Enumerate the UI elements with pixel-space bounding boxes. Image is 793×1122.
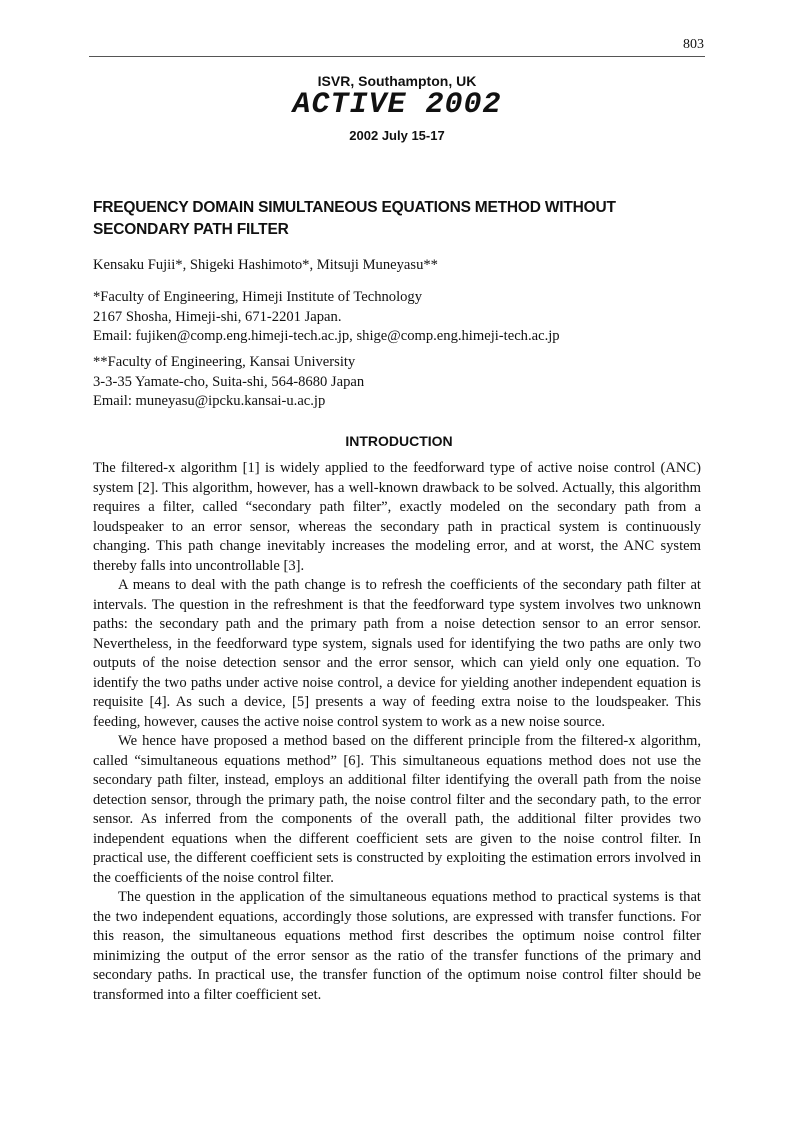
affiliation-email: Email: fujiken@comp.eng.himeji-tech.ac.jp, shige@comp.eng.himeji-tech.ac.jp [93,328,560,344]
affiliation-2 [93,353,705,412]
body-paragraph: A means to deal with the path change is to refresh the coefficients of the secondary path filter at intervals. The question in the refreshment is that the feedforward type system involves two unknown paths: the secondary path and the primary path from a noise detection sensor to an error sensor. Nevertheless, in the feedforward type system, signals used for identifying the two paths are only two outputs of the noise detection sensor and the error sensor, which can yield only one equation. To identify the two paths under active noise control, a device for yielding another independent equation is requisite [4]. As such a device, [5] presents a way of feeding extra noise to the loudspeaker. This feeding, however, causes the active noise control system to work as a new noise source. [93,577,701,730]
body-paragraph: We hence have proposed a method based on the different principle from the filtered-x algorithm, called “simultaneous equations method” [6]. This simultaneous equations method does not use the secondary path filter, instead, employs an additional filter identifying the overall path from the noise detection sensor, through the primary path, the noise control filter and the secondary path, to the error sensor. As inferred from the components of the overall path, the additional filter provides two independent equations when the different coefficient sets are given to the noise control filter. In practical use, the different coefficient sets is constructed by exploiting the estimation errors involved in the coefficients of the noise control filter. [93,733,701,886]
conference-location: ISVR, Southampton, UK [317,73,477,89]
section-heading-introduction: INTRODUCTION [345,433,453,449]
header-rule [89,56,705,57]
paper-title: FREQUENCY DOMAIN SIMULTANEOUS EQUATIONS METHOD WITHOUT SECONDARY PATH FILTER [93,199,616,238]
conference-name: ACTIVE 2002 [292,88,502,122]
body-paragraph: The question in the application of the simultaneous equations method to practical systems is that the two independent equations, accordingly those solutions, are expressed with transfer functions. For this reason, the simultaneous equations method first describes the optimum noise control filter minimizing the output of the error sensor as the ratio of the transfer functions of the primary and secondary paths. In practical use, the transfer function of the optimum noise control filter should be transformed into a filter coefficient set. [93,889,701,1003]
affiliation-1 [93,288,705,347]
body-paragraph: The filtered-x algorithm [1] is widely applied to the feedforward type of active noise control (ANC) system [2]. This algorithm, however, has a well-known drawback to be solved. Actually, this algorithm requires a filter, called “secondary path filter”, exactly modeled on the secondary path from a loudspeaker to an error sensor, whereas the secondary path in practical system is continuously changing. This path change inevitably increases the modeling error, and at worst, the ANC system thereby falls into uncontrollable [3]. [93,460,701,574]
conference-date: 2002 July 15-17 [349,128,445,143]
introduction-body [93,459,701,1005]
affiliation-email: Email: muneyasu@ipcku.kansai-u.ac.jp [93,393,326,409]
affiliation-address: 3-3-35 Yamate-cho, Suita-shi, 564-8680 Japan [93,373,365,390]
affiliation-institution: *Faculty of Engineering, Himeji Institute of Technology [93,289,423,305]
page-number: 803 [683,37,704,52]
author-list: Kensaku Fujii*, Shigeki Hashimoto*, Mitsuji Muneyasu** [93,257,438,273]
affiliation-institution: **Faculty of Engineering, Kansai University [93,354,356,370]
affiliation-address: 2167 Shosha, Himeji-shi, 671-2201 Japan. [93,308,342,325]
